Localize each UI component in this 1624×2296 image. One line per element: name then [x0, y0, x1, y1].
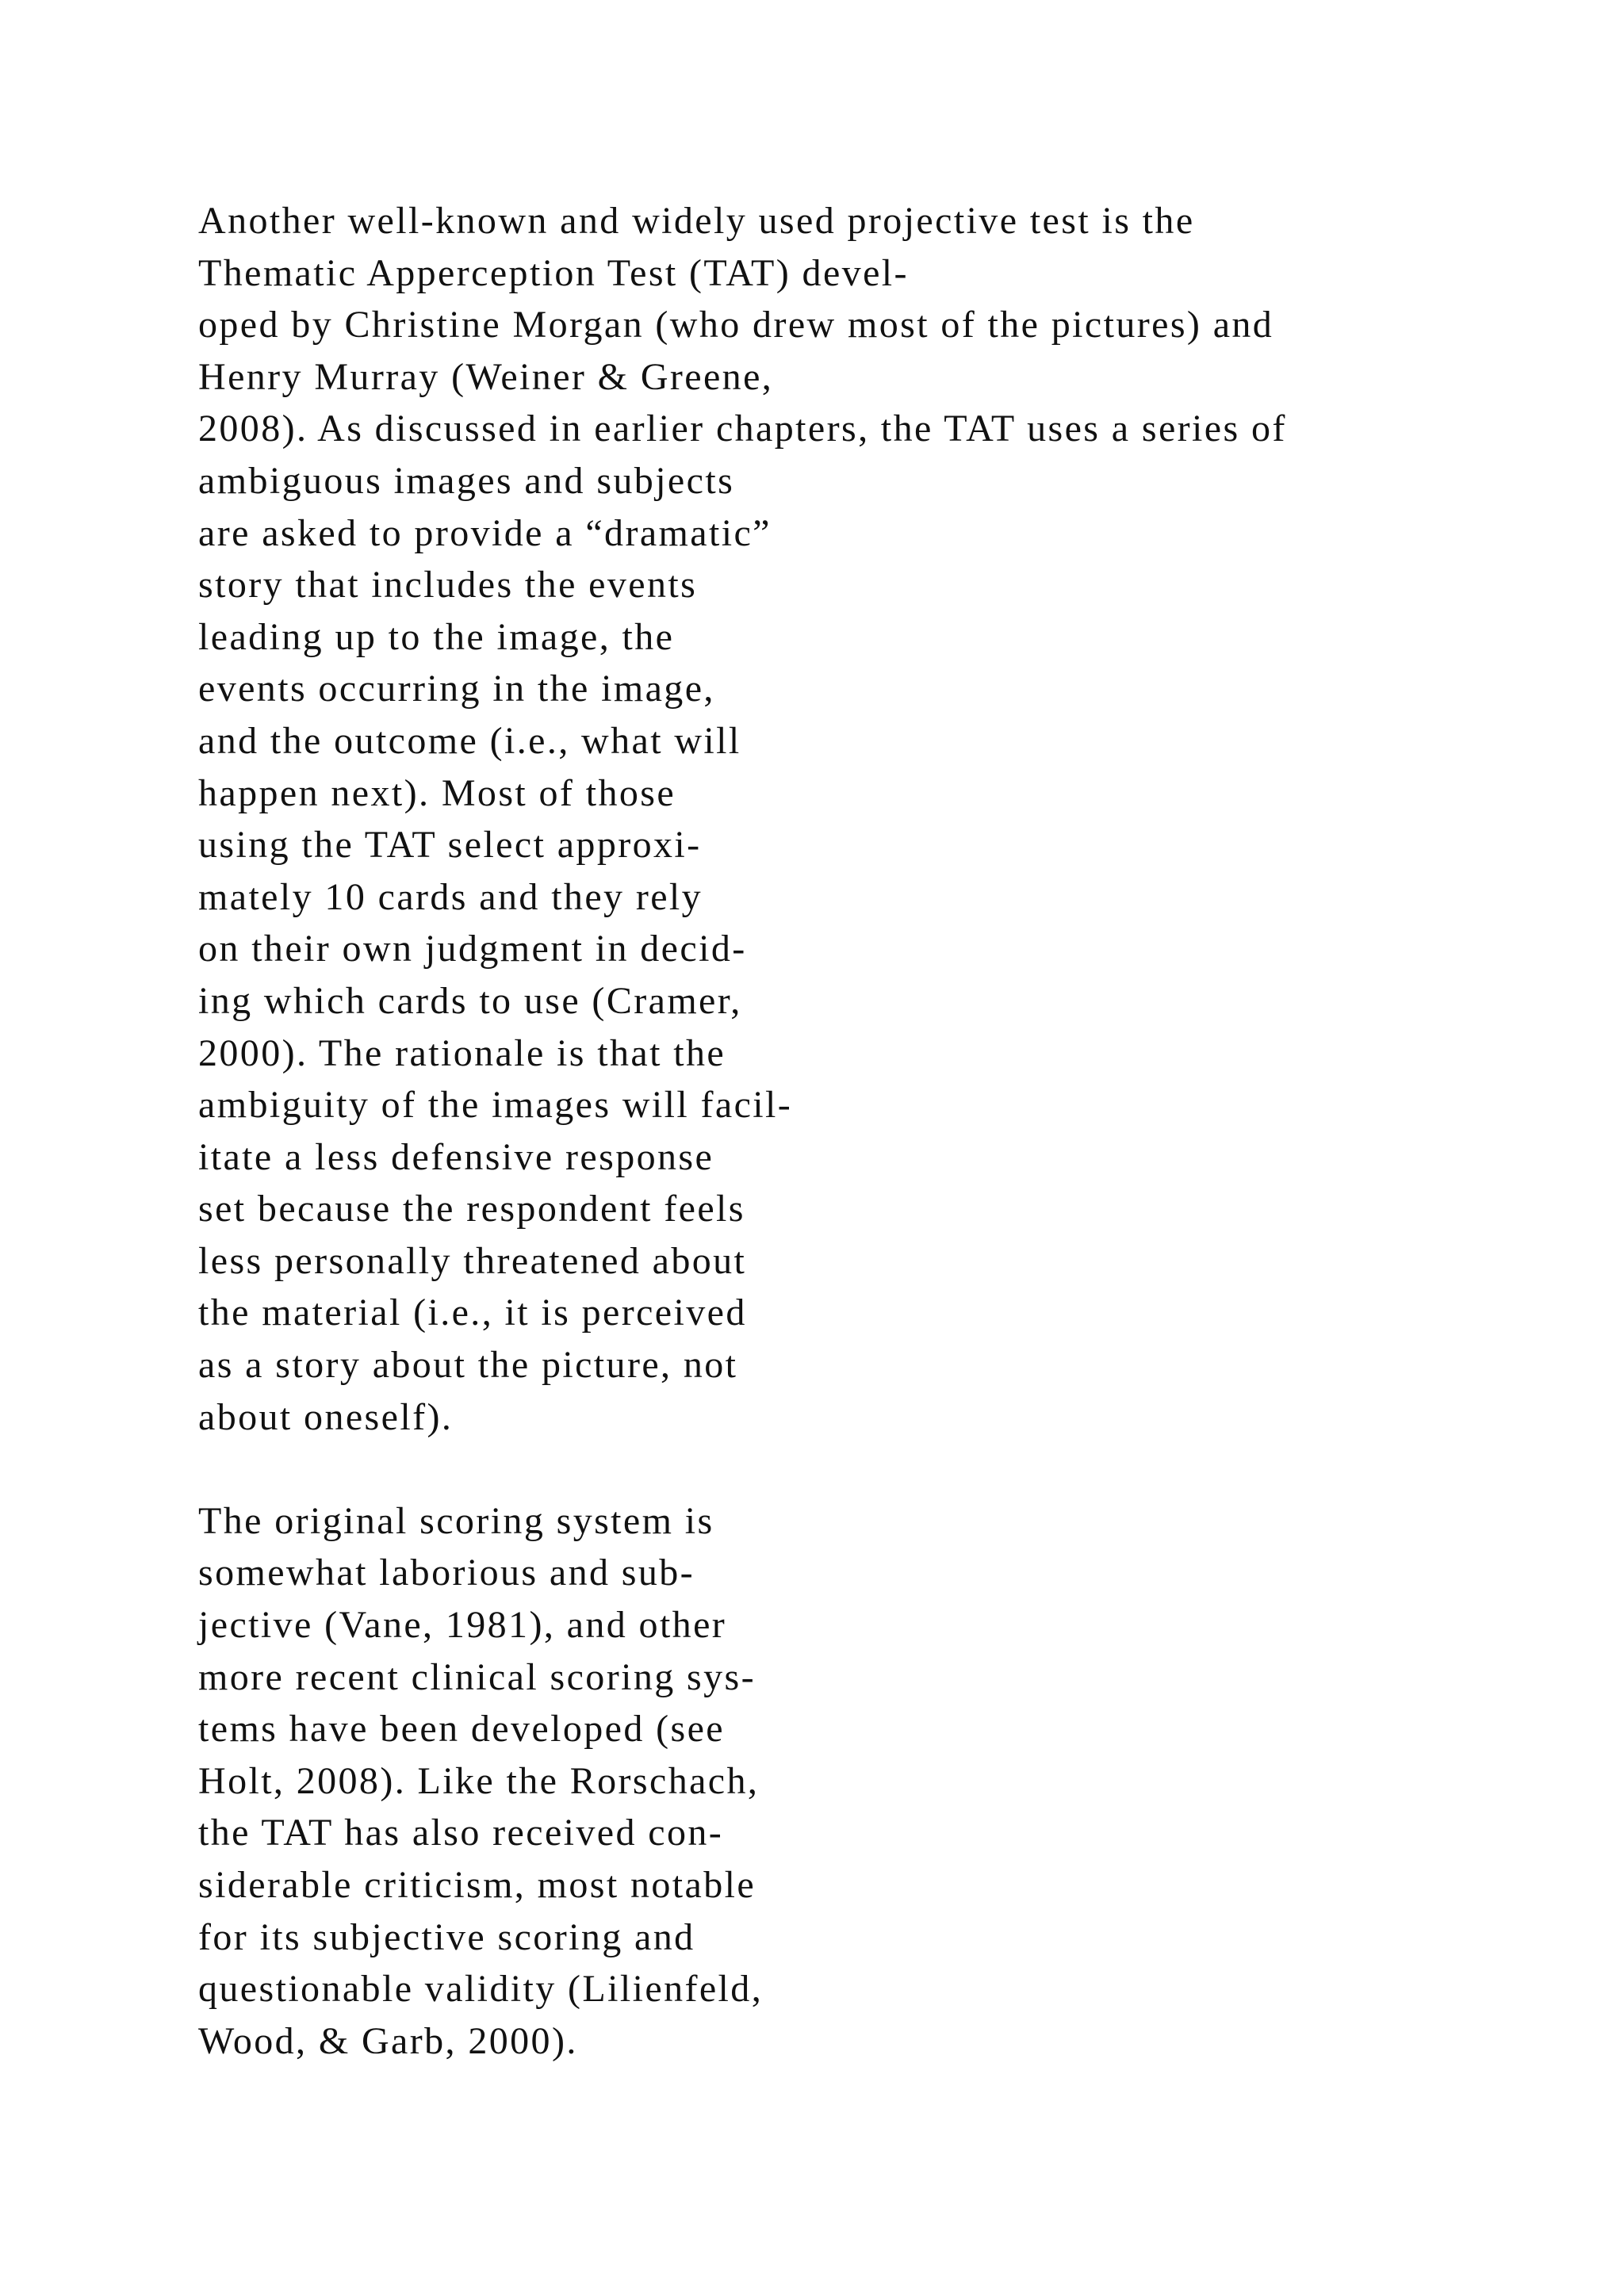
paragraph-2 [198, 1495, 1546, 2068]
text-line: somewhat laborious and sub- [198, 1552, 695, 1594]
text-line: 2008). As discussed in earlier chapters, the TAT uses a series of [198, 408, 1287, 450]
text-line: set because the respondent feels [198, 1188, 745, 1230]
text-line: and the outcome (i.e., what will [198, 719, 741, 762]
text-line: on their own judgment in decid- [198, 928, 747, 970]
text-line: ing which cards to use (Cramer, [198, 979, 742, 1022]
text-line: siderable criticism, most notable [198, 1864, 756, 1906]
text-line: events occurring in the image, [198, 668, 715, 710]
text-line: Holt, 2008). Like the Rorschach, [198, 1759, 760, 1802]
text-line: more recent clinical scoring sys- [198, 1655, 756, 1698]
text-line: the material (i.e., it is perceived [198, 1292, 747, 1334]
document-body [198, 195, 1546, 2067]
text-line: happen next). Most of those [198, 771, 676, 814]
text-line: itate a less defensive response [198, 1135, 714, 1178]
paragraph-1 [198, 195, 1546, 1443]
text-line: Henry Murray (Weiner & Greene, [198, 355, 774, 398]
text-line: less personally threatened about [198, 1239, 747, 1282]
text-line: ambiguity of the images will facil- [198, 1084, 793, 1127]
text-line: Thematic Apperception Test (TAT) devel- [198, 251, 909, 294]
text-line: jective (Vane, 1981), and other [198, 1604, 727, 1647]
text-line: oped by Christine Morgan (who drew most of the pictures) and [198, 304, 1274, 346]
text-line: as a story about the picture, not [198, 1344, 738, 1387]
text-line: mately 10 cards and they rely [198, 875, 703, 918]
text-line: The original scoring system is [198, 1499, 714, 1542]
text-line: story that includes the events [198, 564, 698, 607]
text-line: leading up to the image, the [198, 615, 675, 658]
text-line: are asked to provide a “dramatic” [198, 511, 772, 554]
text-line: for its subjective scoring and [198, 1915, 695, 1958]
text-line: tems have been developed (see [198, 1708, 725, 1751]
paragraph-spacer [198, 1443, 1546, 1495]
text-line: the TAT has also received con- [198, 1812, 724, 1854]
text-line: questionable validity (Lilienfeld, [198, 1968, 764, 2011]
text-line: ambiguous images and subjects [198, 459, 735, 502]
text-line: about oneself). [198, 1395, 454, 1438]
text-line: 2000). The rationale is that the [198, 1031, 726, 1074]
text-line: using the TAT select approxi- [198, 824, 702, 867]
text-line: Wood, & Garb, 2000). [198, 2019, 578, 2062]
text-line: Another well-known and widely used projective test is the [198, 200, 1195, 242]
